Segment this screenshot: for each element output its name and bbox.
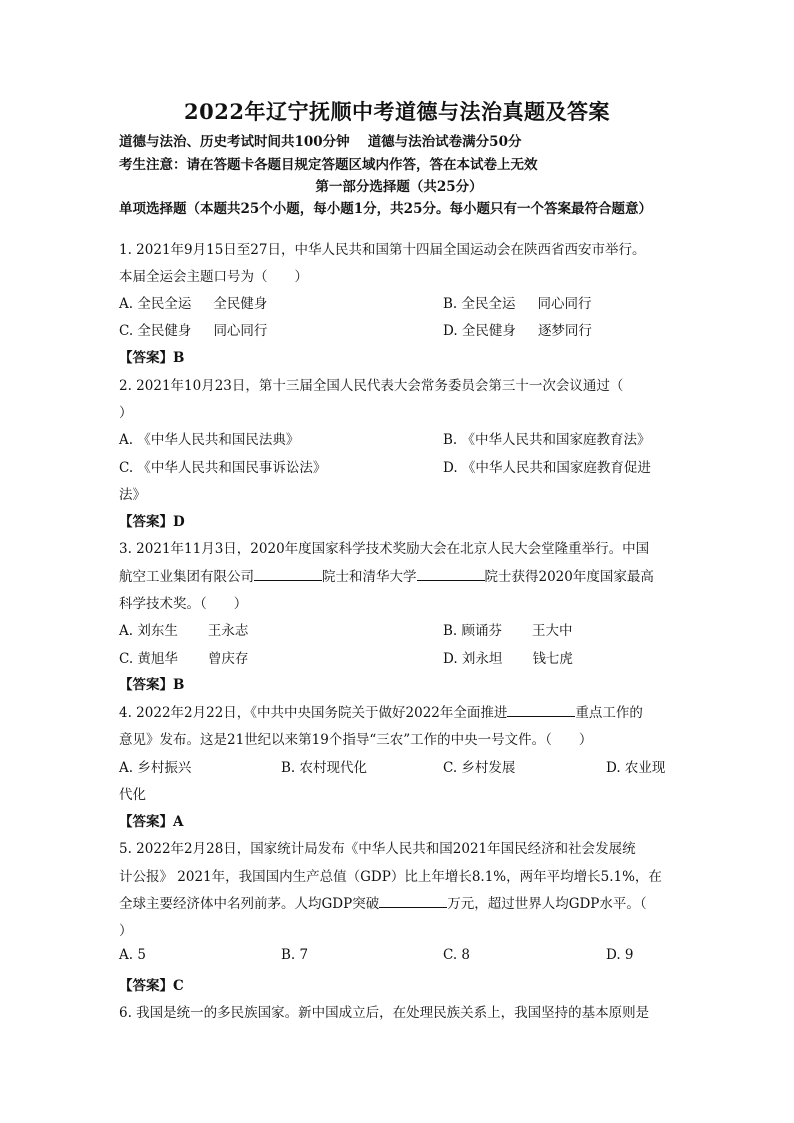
q4-option-d-cont: 代化 <box>119 787 146 803</box>
q4-blank <box>507 705 575 717</box>
notice: 考生注意：请在答题卡各题目规定答题区域内作答，答在本试卷上无效 <box>119 157 538 173</box>
q5-stem-1: 5. 2022年2月28日，国家统计局发布《中华人民共和国2021年国民经济和社会发展统 <box>119 841 636 857</box>
q1-option-d: D. 全民健身 逐梦同行 <box>443 323 592 339</box>
q5-stem-4: ） <box>119 923 133 939</box>
page-title: 2022年辽宁抚顺中考道德与法治真题及答案 <box>184 99 610 124</box>
q5-option-b: B. 7 <box>281 947 309 963</box>
q1-option-c: C. 全民健身 同心同行 <box>119 323 268 339</box>
q3-stem-1: 3. 2021年11月3日，2020年度国家科学技术奖励大会在北京人民大会堂隆重举行。中国 <box>119 541 650 557</box>
q2-option-c: C. 《中华人民共和国民事诉讼法》 <box>119 460 327 476</box>
q2-stem-2: ） <box>119 405 133 421</box>
section-heading: 单项选择题（本题共25个小题，每小题1分，共25分。每小题只有一个答案最符合题意） <box>119 201 652 217</box>
q1-option-a: A. 全民全运 全民健身 <box>119 296 268 312</box>
q3-option-d: D. 刘永坦 钱七虎 <box>443 651 573 667</box>
q3-stem-2: 航空工业集团有限公司 院士和清华大学 院士获得2020年度国家最高 <box>119 569 654 585</box>
exam-time-line <box>119 130 679 150</box>
q5-stem-3: 全球主要经济体中名列前茅。人均GDP突破 万元，超过世界人均GDP水平。（ <box>119 896 647 912</box>
q3-option-c: C. 黄旭华 曾庆存 <box>119 651 249 667</box>
q4-answer: 【答案】A <box>119 814 184 830</box>
q4-option-b: B. 农村现代化 <box>281 760 368 776</box>
q5-option-a: A. 5 <box>119 947 146 963</box>
part-heading: 第一部分选择题（共25分） <box>315 179 483 195</box>
q2-answer: 【答案】D <box>119 514 185 530</box>
q1-answer: 【答案】B <box>119 350 185 366</box>
q3-option-b: B. 顾诵芬 王大中 <box>443 623 573 639</box>
q2-option-d: D. 《中华人民共和国家庭教育促进 <box>443 460 651 476</box>
q5-answer: 【答案】C <box>119 978 184 994</box>
q4-option-d: D. 农业现 <box>606 760 666 776</box>
q3-answer: 【答案】B <box>119 677 185 693</box>
q5-stem-2: 计公报》 2021年，我国国内生产总值（GDP）比上年增长8.1%，两年平均增长5.1%，在 <box>119 869 662 885</box>
q3-option-a: A. 刘东生 王永志 <box>119 623 249 639</box>
q2-option-d-cont: 法》 <box>119 487 146 503</box>
q4-stem-2: 意见》发布。这是21世纪以来第19个指导“三农”工作的中央一号文件。（ ） <box>119 732 593 748</box>
exam-time: 道德与法治、历史考试时间共100分钟 <box>119 134 350 150</box>
q5-blank <box>379 896 447 908</box>
q4-option-a: A. 乡村振兴 <box>119 760 192 776</box>
q5-option-d: D. 9 <box>606 947 634 963</box>
q2-option-a: A. 《中华人民共和国民法典》 <box>119 432 300 448</box>
full-score: 道德与法治试卷满分50分 <box>367 134 522 150</box>
q6-stem-1: 6. 我国是统一的多民族国家。新中国成立后，在处理民族关系上，我国坚持的基本原则是 <box>119 1005 650 1021</box>
q3-blank-1 <box>254 569 322 581</box>
q3-stem-3: 科学技术奖。（ ） <box>119 596 248 612</box>
q4-stem-1: 4. 2022年2月22日，《中共中央国务院关于做好2022年全面推进 重点工作的 <box>119 705 643 721</box>
q3-blank-2 <box>417 569 485 581</box>
q1-stem-2: 本届全运会主题口号为（ ） <box>119 269 308 285</box>
q2-option-b: B. 《中华人民共和国家庭教育法》 <box>443 432 651 448</box>
q1-stem-1: 1. 2021年9月15日至27日，中华人民共和国第十四届全国运动会在陕西省西安市举行。 <box>119 242 646 258</box>
q5-option-c: C. 8 <box>443 947 471 963</box>
q1-option-b: B. 全民全运 同心同行 <box>443 296 592 312</box>
q4-option-c: C. 乡村发展 <box>443 760 516 776</box>
q2-stem-1: 2. 2021年10月23日，第十三届全国人民代表大会常务委员会第三十一次会议通过（ <box>119 378 624 394</box>
